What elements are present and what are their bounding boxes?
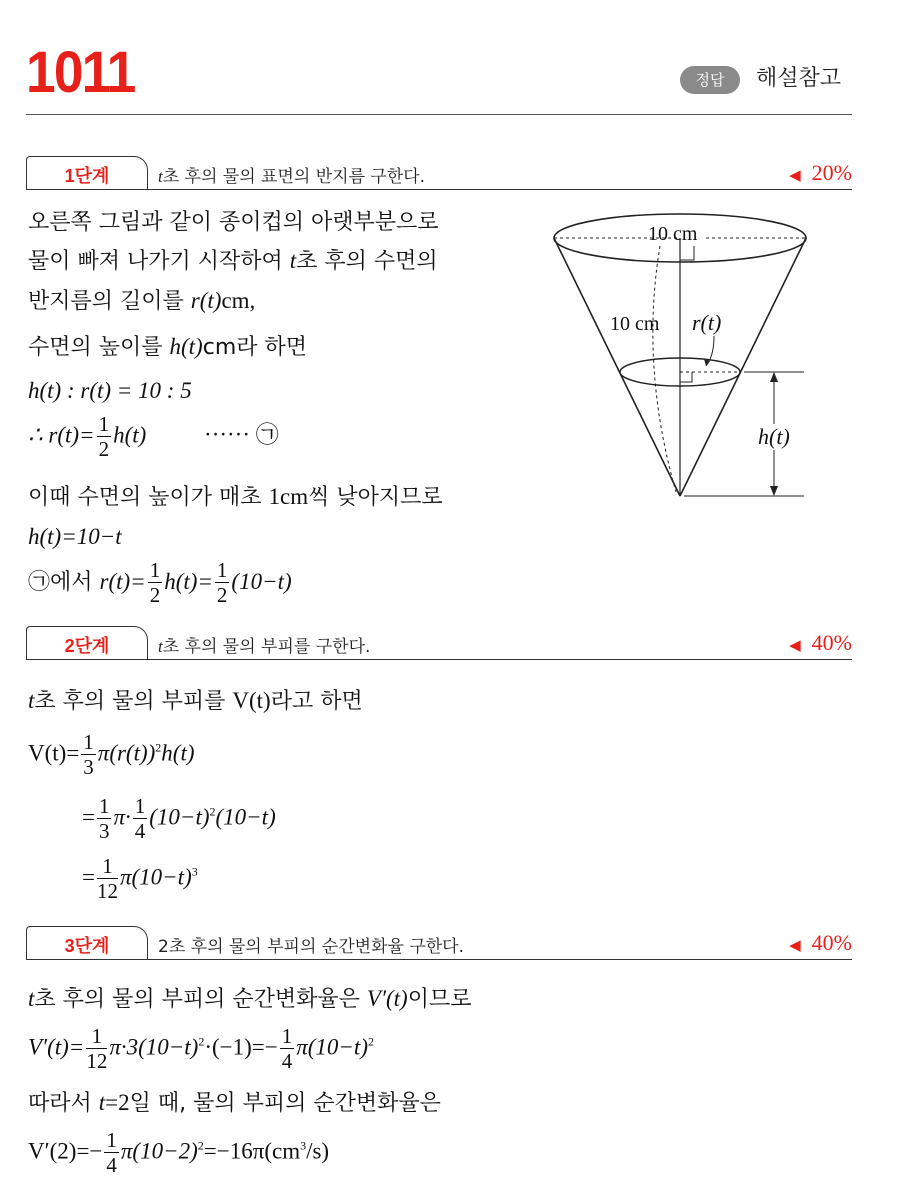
step3-eq1-sup: 2 — [198, 1034, 205, 1049]
step1-line7a: 이때 수면의 높이가 매초 — [28, 485, 269, 510]
step2-intro-var: t — [28, 688, 35, 713]
stage-1-description — [158, 162, 425, 187]
step2-intro-text: 초 후의 물의 부피를 — [34, 689, 233, 714]
step1-line9-b: h(t)= — [164, 569, 213, 594]
step1-line7 — [28, 482, 443, 513]
step3-eq2-mid: π(10−2) — [120, 1138, 198, 1164]
line9-fraction-2: $\frac{1}{2}$ — [216, 558, 228, 607]
step1-line4-var: h(t) — [169, 334, 203, 359]
step2-eq2-tail2: (10−t) — [215, 804, 276, 830]
therefore-num: 1 — [98, 412, 110, 436]
step3-eq2-lhs: V′(2)=− — [28, 1138, 103, 1164]
step2-intro — [28, 686, 363, 717]
step1-line3-var: r(t) — [190, 288, 222, 313]
step3-intro-text: 초 후의 물의 부피의 순간변화율은 — [34, 987, 367, 1012]
step3-eq2-tail: =−16π(cm — [203, 1138, 301, 1164]
stage-3-label: 3단계 — [64, 936, 110, 956]
step2-eq2-tail: (10−t) — [149, 804, 210, 830]
cone-figure — [548, 206, 838, 536]
step1-line8: h(t)=10−t — [28, 524, 122, 549]
stage-2-pct-value: 40% — [811, 630, 852, 655]
step1-line9-prefix: ㉠에서 — [28, 570, 100, 595]
step3-eq1-sup2: 2 — [368, 1034, 374, 1049]
stage-2-tab — [26, 626, 148, 659]
header-divider — [26, 114, 852, 115]
step3-eq1-mid: π·3(10−t) — [109, 1034, 199, 1060]
stage-1-line — [26, 189, 852, 191]
step3-line-d: 일 때, 물의 부피의 순간변화율은 — [129, 1091, 441, 1116]
step3-eq2-fraction: $\frac{1}{4}$ — [106, 1128, 117, 1177]
stage-2-description — [158, 632, 370, 657]
step2-eq1-sup: 2 — [155, 740, 162, 755]
step2-eq2-equals: = — [82, 804, 95, 830]
step3-eq1-mid2: ·(−1)=− — [204, 1034, 278, 1060]
step2-eq1-lhs: V(t)= — [28, 740, 80, 766]
step1-line2-var: t — [289, 248, 297, 273]
step3-eq2 — [28, 1130, 329, 1176]
stage-3-header — [26, 926, 852, 960]
step1-line2c: 초 후의 수면의 — [296, 249, 438, 274]
cone-right-edge — [680, 238, 806, 496]
step1-line9-a: r(t)= — [99, 569, 146, 594]
step3-line-var: t — [98, 1090, 106, 1115]
step1-line7b: 1cm — [268, 484, 309, 509]
water-dim-arrow-bottom — [770, 486, 778, 496]
stage-3-percent — [789, 930, 852, 956]
step3-eq2-sup: 2 — [197, 1138, 204, 1153]
step2-eq1-fraction: $\frac{1}{3}$ — [83, 730, 94, 779]
step3-eq2-sup2: 3 — [300, 1138, 307, 1153]
stage-3-line — [26, 959, 852, 961]
top-label: 10 cm — [648, 223, 698, 245]
therefore-den: 2 — [98, 437, 110, 461]
step3-intro-var: t — [28, 986, 35, 1011]
step1-line4a: 수면의 높이를 — [28, 335, 170, 360]
stage-1-tab — [26, 156, 148, 189]
therefore-rhs: h(t) — [113, 422, 147, 448]
stage-1-header — [26, 156, 852, 190]
stage-2-label: 2단계 — [64, 636, 110, 656]
water-label: h(t) — [758, 424, 790, 449]
step3-intro-tail: 이므로 — [407, 987, 472, 1012]
step3-intro-func: V′(t) — [366, 986, 408, 1011]
step2-eq3 — [82, 856, 198, 902]
step3-eq1-tail: π(10−t) — [296, 1034, 368, 1060]
step1-line9 — [28, 560, 292, 606]
stage-2-var: t — [158, 637, 163, 656]
step1-line7c: 씩 낮아지므로 — [308, 485, 443, 510]
stage-1-marker: ◀ — [789, 168, 801, 184]
step3-eq2-tail2: /s) — [306, 1138, 330, 1164]
cone-left-edge — [554, 238, 680, 496]
stage-2-header — [26, 626, 852, 660]
water-dim-arrow-top — [770, 372, 778, 382]
therefore-lhs: ∴ r(t)= — [28, 422, 95, 448]
stage-1-label: 1단계 — [64, 166, 110, 186]
step2-eq2-sup: 2 — [209, 804, 216, 819]
height-label: 10 cm — [610, 313, 660, 335]
step1-line3 — [28, 286, 255, 317]
step3-eq1-fraction-2: $\frac{1}{4}$ — [281, 1024, 293, 1073]
step2-eq3-equals: = — [82, 864, 95, 890]
back-dashed-curve — [653, 246, 676, 492]
problem-number: 1011 — [26, 40, 135, 105]
stage-1-var: t — [158, 167, 163, 186]
stage-3-tab — [26, 926, 148, 959]
step1-line4 — [28, 332, 307, 363]
step2-eq1-rhs: π(r(t)) — [97, 740, 156, 766]
step2-eq2 — [82, 796, 276, 842]
step3-line-c: =2 — [105, 1090, 130, 1115]
step1-ratio: h(t) : r(t) = 10 : 5 — [28, 378, 192, 403]
step2-eq3-fraction: $\frac{1}{12}$ — [96, 854, 118, 903]
step1-line2 — [28, 246, 438, 277]
stage-3-description — [158, 932, 464, 957]
step1-line3a: 반지름의 길이를 — [28, 289, 191, 314]
step2-eq2-fraction-2: $\frac{1}{4}$ — [134, 794, 146, 843]
step2-intro-func: V(t) — [232, 688, 271, 713]
step2-eq2-mid: π· — [113, 804, 131, 830]
step2-eq1 — [28, 732, 195, 778]
step2-eq3-sup: 3 — [191, 864, 198, 879]
step1-line1: 오른쪽 그림과 같이 종이컵의 아랫부분으로 — [28, 210, 439, 235]
step3-line-a: 따라서 — [28, 1091, 99, 1116]
step2-eq3-tail: π(10−t) — [119, 864, 192, 890]
step2-intro-tail: 라고 하면 — [270, 689, 363, 714]
stage-3-marker: ◀ — [789, 938, 801, 954]
step3-eq1-fraction-1: $\frac{1}{12}$ — [86, 1024, 108, 1073]
step1-line4c: cm라 하면 — [202, 335, 307, 360]
water-right-angle — [680, 372, 692, 382]
step1-line2a: 물이 빠져 나가기 시작하여 — [28, 249, 290, 274]
step3-eq1-lhs: V′(t)= — [28, 1034, 85, 1060]
step3-intro — [28, 984, 471, 1015]
therefore-fraction — [97, 414, 112, 460]
stage-1-desc-text: 초 후의 물의 표면의 반지름 구한다. — [162, 167, 426, 187]
therefore-tag: ······ ㉠ — [204, 422, 279, 448]
step3-eq1 — [28, 1026, 374, 1072]
step1-line3c: cm, — [221, 288, 256, 313]
step2-eq1-tail: h(t) — [161, 740, 195, 766]
step3-line — [28, 1088, 441, 1119]
answer-badge: 정답 — [680, 66, 740, 94]
stage-2-line — [26, 659, 852, 661]
stage-3-desc-text: 2초 후의 물의 부피의 순간변화율 구한다. — [158, 937, 464, 957]
top-right-angle — [680, 246, 694, 260]
answer-text: 해설참고 — [756, 66, 842, 91]
stage-3-pct-value: 40% — [811, 930, 852, 955]
step1-line9-c: (10−t) — [231, 569, 292, 594]
stage-2-percent — [789, 630, 852, 656]
step2-eq2-fraction-1: $\frac{1}{3}$ — [98, 794, 110, 843]
line9-fraction-1: $\frac{1}{2}$ — [149, 558, 161, 607]
stage-2-desc-text: 초 후의 물의 부피를 구한다. — [162, 637, 371, 657]
stage-1-pct-value: 20% — [811, 160, 852, 185]
step1-therefore — [28, 414, 279, 460]
stage-1-percent — [789, 160, 852, 186]
stage-2-marker: ◀ — [789, 638, 801, 654]
radius-label: r(t) — [692, 310, 722, 335]
